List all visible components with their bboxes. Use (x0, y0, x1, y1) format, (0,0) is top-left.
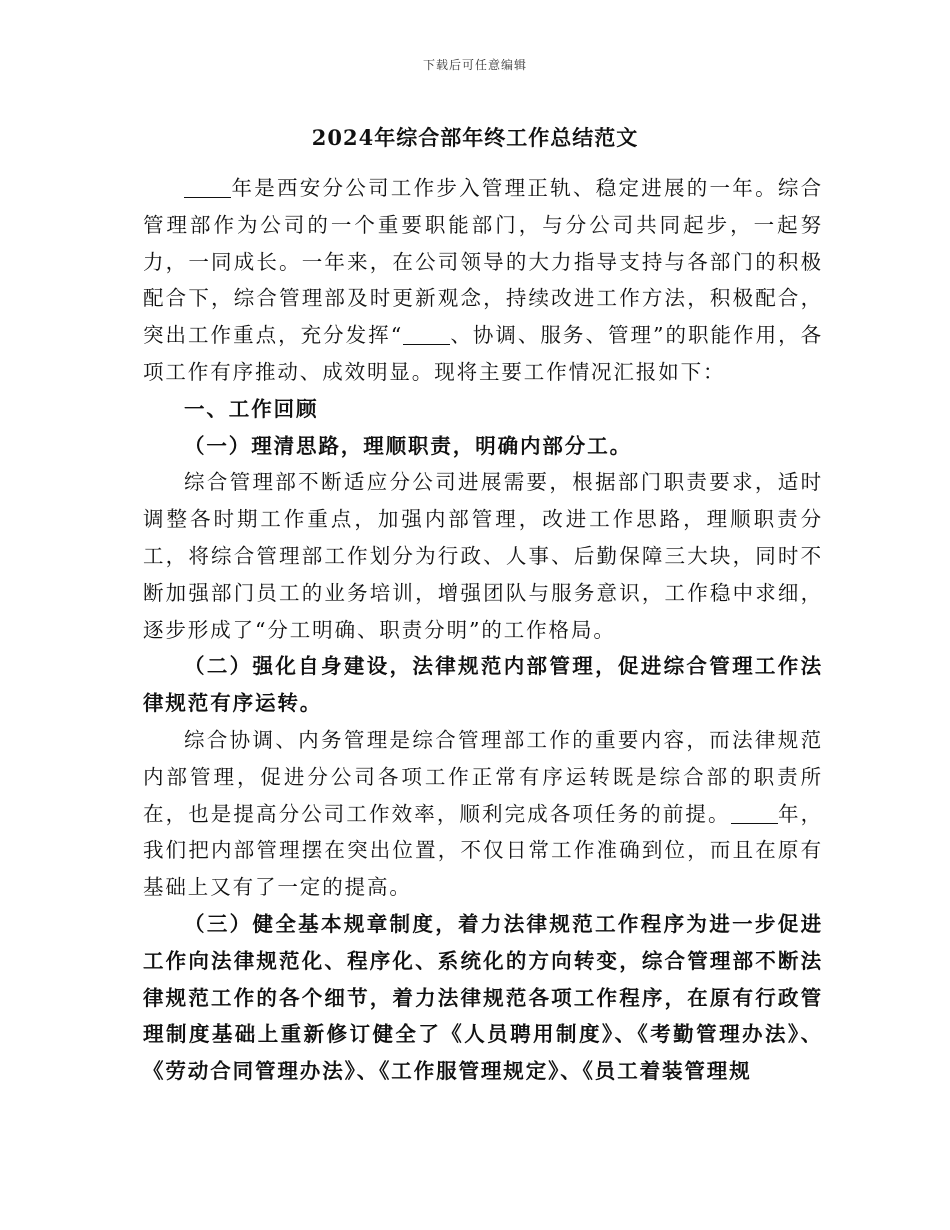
blank-line (403, 324, 450, 346)
document-body (143, 170, 823, 1090)
intro-paragraph (143, 170, 823, 391)
sub1-body: 综合管理部不断适应分公司进展需要，根据部门职责要求，适时调整各时期工作重点，加强内部管理，改进工作思路，理顺职责分工，将综合管理部工作划分为行政、人事、后勤保障三大块，同时不断加强部门员工的业务培训，增强团队与服务意识，工作稳中求细，逐步形成了“分工明确、职责分明”的工作格局。 (143, 470, 823, 642)
intro-text-1: 年是西安分公司工作步入管理正轨、稳定进展的一年。综合管理部作为公司的一个重要职能部门，与分公司共同起步，一起努力，一同成长。一年来，在公司领导的大力指导支持与各部门的积极配合下，综合管理部及时更新观念，持续改进工作方法，积极配合，突出工作重点，充分发挥“ (143, 176, 823, 348)
document-title: 2024年综合部年终工作总结范文 (311, 125, 639, 150)
header-note: 下载后可任意编辑 (422, 58, 527, 72)
intro-text-2: 、协调、服务、管理”的职能作用，各项工作有序推动、成效明显。现将主要工作情况汇报如下： (143, 323, 823, 384)
sub3-heading: （三）健全基本规章制度，着力法律规范工作程序为进一步促进工作向法律规范化、程序化、系统化的方向转变，综合管理部不断法律规范工作的各个细节，着力法律规范各项工作程序，在原有行政管理制度基础上重新修订健全了《人员聘用制度》、《考勤管理办法》、《劳动合同管理办法》、《工作服管理规定》、《员工着装管理规 (143, 911, 823, 1084)
blank-line (731, 802, 778, 824)
sub2-body-2: 年，我们把内部管理摆在突出位置，不仅日常工作准确到位，而且在原有基础上又有了一定的提高。 (143, 801, 823, 900)
sub2-body-1: 综合协调、内务管理是综合管理部工作的重要内容，而法律规范内部管理，促进分公司各项工作正常有序运转既是综合部的职责所在，也是提高分公司工作效率，顺利完成各项任务的前提。 (143, 727, 823, 826)
blank-line (184, 177, 231, 199)
sub2-heading: （二）强化自身建设，法律规范内部管理，促进综合管理工作法律规范有序运转。 (143, 654, 823, 716)
sub2-body (143, 722, 823, 906)
section1-heading: 一、工作回顾 (184, 396, 319, 421)
sub1-heading: （一）理清思路，理顺职责，明确内部分工。 (184, 433, 632, 458)
